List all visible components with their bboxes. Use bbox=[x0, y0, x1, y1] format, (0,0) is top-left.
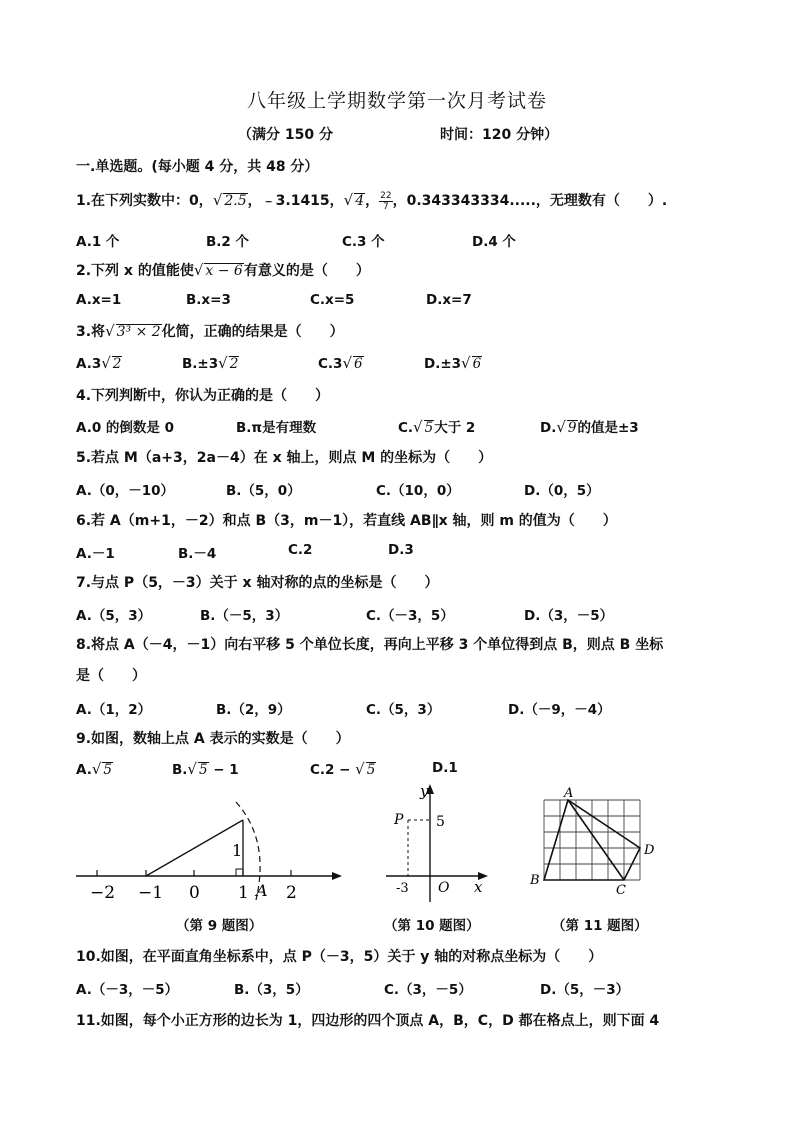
section-heading: 一.单选题。(每小题 4 分，共 48 分） bbox=[76, 159, 319, 175]
q1-option-d: D.4 个 bbox=[472, 234, 516, 250]
question-11: 11.如图，每个小正方形的边长为 1，四边形的四个顶点 A，B，C，D 都在格点上，则下面 4 bbox=[76, 1013, 660, 1029]
fraction-22-7: $\frac{22}{7}$ bbox=[380, 190, 392, 212]
point-a-label: A bbox=[256, 881, 268, 900]
origin-label: O bbox=[438, 880, 450, 896]
vertex-d-label: D bbox=[644, 843, 655, 858]
right-angle-mark bbox=[236, 869, 243, 876]
hypotenuse bbox=[146, 820, 243, 876]
vertex-c-label: C bbox=[616, 883, 626, 898]
figure-10-caption: （第 10 题图） bbox=[384, 918, 480, 934]
q3-option-c: C.3√ 6 bbox=[318, 354, 363, 372]
q1-option-c: C.3 个 bbox=[342, 234, 385, 250]
q7-option-d: D.（3，－5） bbox=[524, 608, 614, 624]
q8-option-d: D.（－9，－4） bbox=[508, 702, 611, 718]
q8-option-c: C.（5，3） bbox=[366, 702, 441, 718]
q7-option-b: B.（－5，3） bbox=[200, 608, 289, 624]
leg-length-label: 1 bbox=[232, 841, 243, 860]
y-axis-label: y bbox=[420, 782, 429, 800]
exam-title: 八年级上学期数学第一次月考试卷 bbox=[246, 90, 547, 112]
exam-time: 时间：120 分钟） bbox=[440, 127, 559, 143]
q6-option-c: C.2 bbox=[288, 542, 313, 558]
full-score: （满分 150 分 bbox=[238, 127, 333, 143]
figure-9-number-line bbox=[70, 790, 350, 908]
q1-option-b: B.2 个 bbox=[206, 234, 250, 250]
q10-option-d: D.（5，－3） bbox=[540, 982, 630, 998]
question-4: 4.下列判断中，你认为正确的是（ ） bbox=[76, 388, 330, 404]
q9-option-b: B.√ 5 − 1 bbox=[172, 760, 239, 778]
q9-option-c: C.2 − √ 5 bbox=[310, 760, 376, 778]
sqrt-x-minus-6: x − 6 bbox=[205, 263, 243, 279]
q2-option-b: B.x=3 bbox=[186, 292, 231, 308]
tick-label-minus-2: −2 bbox=[90, 883, 116, 903]
figure-10-coordinate-plane bbox=[380, 780, 490, 906]
question-7: 7.与点 P（5，－3）关于 x 轴对称的点的坐标是（ ） bbox=[76, 575, 439, 591]
q10-option-b: B.（3，5） bbox=[234, 982, 309, 998]
q7-option-a: A.（5，3） bbox=[76, 608, 152, 624]
y-value-5-label: 5 bbox=[436, 814, 445, 830]
q5-option-a: A.（0，－10） bbox=[76, 483, 175, 499]
q4-option-d: D.√ 9的值是±3 bbox=[540, 418, 639, 436]
sqrt-expression: 3³ × 2 bbox=[116, 324, 161, 340]
sqrt-4: 4 bbox=[355, 193, 365, 209]
tick-label-2: 2 bbox=[286, 883, 297, 903]
q9-option-a: A.√ 5 bbox=[76, 760, 112, 778]
axis-arrow bbox=[332, 872, 342, 880]
q5-option-c: C.（10，0） bbox=[376, 483, 460, 499]
x-axis-label: x bbox=[474, 878, 483, 896]
x-value-minus-3-label: -3 bbox=[396, 881, 409, 896]
q2-option-d: D.x=7 bbox=[426, 292, 472, 308]
q10-option-a: A.（－3，－5） bbox=[76, 982, 179, 998]
vertex-b-label: B bbox=[530, 873, 540, 888]
q3-option-a: A.3√ 2 bbox=[76, 354, 122, 372]
question-5: 5.若点 M（a+3，2a－4）在 x 轴上，则点 M 的坐标为（ ） bbox=[76, 450, 493, 466]
q4-option-a: A.0 的倒数是 0 bbox=[76, 420, 175, 436]
q6-option-b: B.－4 bbox=[178, 546, 217, 562]
question-3: 3.将√ 3³ × 2化简，正确的结果是（ ） bbox=[76, 322, 344, 340]
q4-option-c: C.√ 5大于 2 bbox=[398, 418, 476, 436]
figure-9-caption: （第 9 题图） bbox=[176, 918, 263, 934]
question-2: 2.下列 x 的值能使√ x − 6有意义的是（ ） bbox=[76, 261, 370, 279]
q8-option-b: B.（2，9） bbox=[216, 702, 291, 718]
tick-label-0: 0 bbox=[189, 883, 200, 903]
figure-11-caption: （第 11 题图） bbox=[552, 918, 648, 934]
point-p-label: P bbox=[394, 812, 404, 828]
question-8-line-1: 8.将点 A（－4，－1）向右平移 5 个单位长度，再向上平移 3 个单位得到点 B，则点 B 坐标 bbox=[76, 637, 664, 653]
q2-option-c: C.x=5 bbox=[310, 292, 355, 308]
question-10: 10.如图，在平面直角坐标系中，点 P（－3，5）关于 y 轴的对称点坐标为（ ） bbox=[76, 949, 603, 965]
question-9: 9.如图，数轴上点 A 表示的实数是（ ） bbox=[76, 731, 350, 747]
q5-option-d: D.（0，5） bbox=[524, 483, 600, 499]
q3-option-b: B.±3√ 2 bbox=[182, 354, 239, 372]
question-8-line-2: 是（ ） bbox=[76, 668, 146, 684]
sqrt-2-5: 2.5 bbox=[224, 193, 247, 209]
q3-option-d: D.±3√ 6 bbox=[424, 354, 482, 372]
q10-option-c: C.（3，－5） bbox=[384, 982, 472, 998]
q7-option-c: C.（－3，5） bbox=[366, 608, 454, 624]
q1-option-a: A.1 个 bbox=[76, 234, 120, 250]
q6-option-a: A.－1 bbox=[76, 546, 115, 562]
tick-label-1: 1 bbox=[238, 883, 249, 903]
q2-option-a: A.x=1 bbox=[76, 292, 122, 308]
question-1: 1.在下列实数中：0，√ 2.5，﹣3.1415，√ 4， $\frac{22}{7}$ ，0.343343334.....，无理数有（ ）. bbox=[76, 190, 668, 212]
q8-option-a: A.（1，2） bbox=[76, 702, 152, 718]
tick-label-minus-1: −1 bbox=[138, 883, 164, 903]
q5-option-b: B.（5，0） bbox=[226, 483, 301, 499]
q6-option-d: D.3 bbox=[388, 542, 414, 558]
q4-option-b: B.π是有理数 bbox=[236, 420, 317, 436]
question-6: 6.若 A（m+1，－2）和点 B（3，m－1），若直线 AB∥x 轴，则 m 的值为（ ） bbox=[76, 513, 617, 529]
q9-option-d: D.1 bbox=[432, 760, 458, 776]
figure-11-grid bbox=[526, 784, 662, 906]
vertex-a-label: A bbox=[564, 786, 574, 801]
grid-lines bbox=[544, 800, 640, 880]
